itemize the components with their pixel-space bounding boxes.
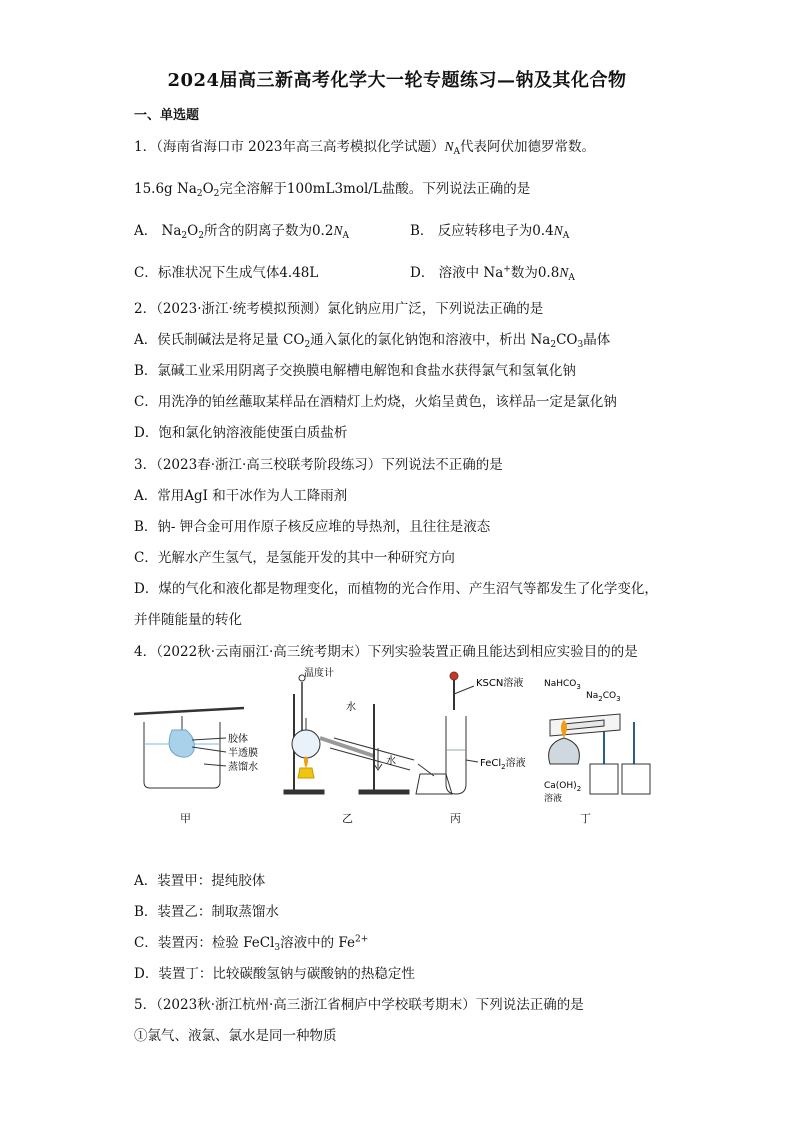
yi-label-water-out: 水: [386, 756, 396, 767]
caption-ding: 丁: [580, 812, 591, 825]
q4-stem: 4．（2022秋·云南丽江·高三统考期末）下列实验装置正确且能达到相应实验目的的是: [134, 644, 638, 660]
q3-stem: 3．（2023春·浙江·高三校联考阶段练习）下列说法不正确的是: [134, 457, 503, 473]
apparatus-bing: [446, 672, 478, 794]
q4-option-c: C．装置丙：检验 FeCl$_3$溶液中的 $Fe^{2+}$: [134, 934, 369, 953]
q1-option-a: A． $Na_2O_2$所含的阴离子数为$0.2N_A$: [134, 223, 349, 241]
q4-option-a: A．装置甲：提纯胶体: [134, 873, 266, 889]
q5-stem: 5．（2023秋·浙江杭州·高三浙江省桐庐中学校联考期末）下列说法正确的是: [134, 997, 584, 1013]
q2-option-d: D．饱和氯化钠溶液能使蛋白质盐析: [134, 425, 348, 441]
caption-yi: 乙: [342, 812, 353, 825]
q1-stem: 1．（海南省海口市 2023年高三高考模拟化学试题）$N_A$代表阿伏加德罗常数。: [134, 139, 596, 157]
q1-option-c: C．标准状况下生成气体4.48L: [134, 265, 319, 281]
q4-option-b: B．装置乙：制取蒸馏水: [134, 904, 279, 920]
section-heading: 一、单选题: [134, 108, 200, 123]
q1-option-d: D． 溶液中 Na+数为$0.8N_A$: [410, 264, 575, 283]
apparatus-figure: [134, 664, 654, 824]
ding-label-na2co3: $Na_2CO_3$: [586, 691, 621, 703]
yi-label-thermometer: 温度计: [304, 668, 334, 679]
q3-option-d: D．煤的气化和液化都是物理变化，而植物的光合作用、产生沼气等都发生了化学变化，: [134, 581, 658, 597]
q1-line2: 15.6g $Na_2O_2$完全溶解于100mL3mol/L盐酸。下列说法正确的是: [134, 181, 531, 199]
caption-jia: 甲: [180, 812, 191, 825]
q4-option-d: D．装置丁：比较碳酸氢钠与碳酸钠的热稳定性: [134, 966, 415, 982]
q3-option-a: A．常用AgI 和干冰作为人工降雨剂: [134, 488, 348, 504]
q2-stem: 2．（2023·浙江·统考模拟预测）氯化钠应用广泛，下列说法正确的是: [134, 301, 544, 317]
bing-label-kscn: KSCN溶液: [476, 678, 524, 689]
q3-option-c: C．光解水产生氢气，是氢能开发的其中一种研究方向: [134, 550, 455, 566]
q5-item-1: ①氯气、液氯、氯水是同一种物质: [134, 1028, 337, 1044]
ding-label-caoh2: $Ca(OH)_2$: [544, 781, 582, 793]
jia-label-membrane: 半透膜: [228, 748, 258, 759]
q2-option-b: B．氯碱工业采用阴离子交换膜电解槽电解饱和食盐水获得氯气和氢氧化钠: [134, 363, 576, 379]
ding-label-solution: 溶液: [544, 794, 563, 804]
jia-label-colloid: 胶体: [228, 734, 248, 745]
q2-option-c: C．用洗净的铂丝蘸取某样品在酒精灯上灼烧，火焰呈黄色，该样品一定是氯化钠: [134, 394, 617, 410]
q3-option-b: B．钠- 钾合金可用作原子核反应堆的导热剂，且往往是液态: [134, 519, 491, 535]
ding-label-nahco3: NaHCO$_3$: [544, 679, 581, 691]
apparatus-yi: [284, 675, 452, 794]
bing-label-fecl2: FeCl$_2$溶液: [480, 758, 526, 771]
page-title: 2024届高三新高考化学大一轮专题练习—钠及其化合物: [167, 70, 627, 91]
caption-bing: 丙: [450, 812, 461, 825]
q3-option-d-cont: 并伴随能量的转化: [134, 612, 242, 628]
q1-option-b: B． 反应转移电子为$0.4N_A$: [410, 223, 570, 241]
q2-option-a: A．侯氏制碱法是将足量 $CO_2$通入氯化的氯化钠饱和溶液中，析出 $Na_2CO_3$晶体: [134, 332, 611, 350]
jia-label-water: 蒸馏水: [228, 762, 258, 773]
yi-label-water-in: 水: [346, 702, 356, 713]
